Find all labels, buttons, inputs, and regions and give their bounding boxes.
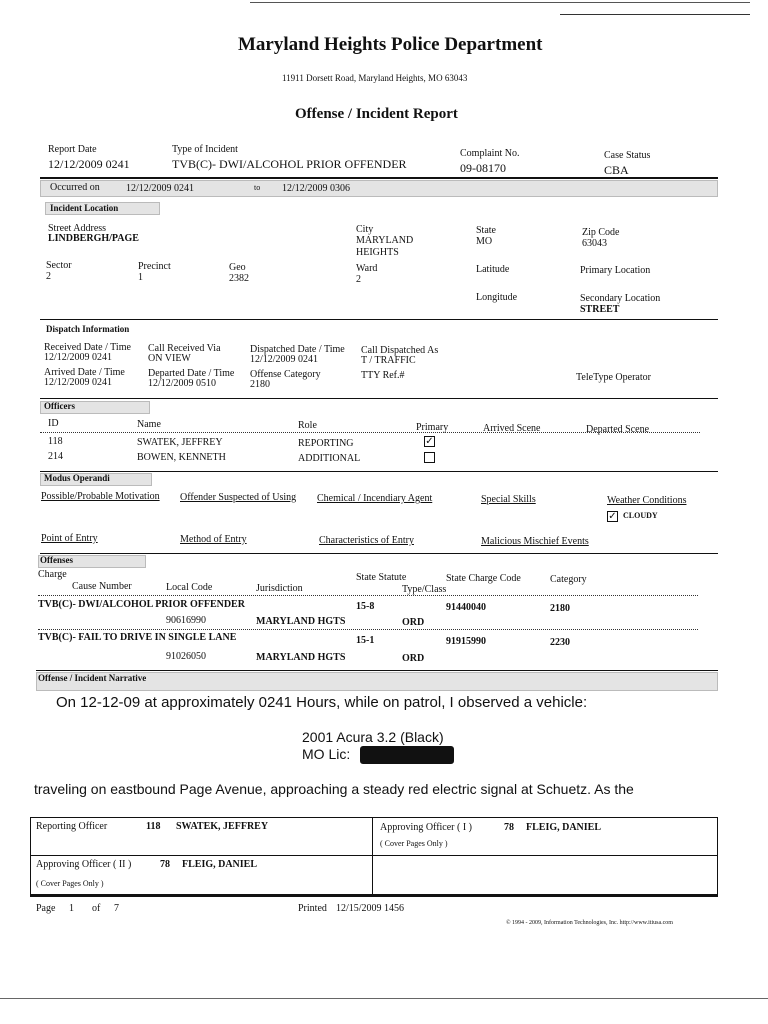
offense-state-code: 91440040 [446,602,486,613]
section-officers: Officers [44,401,75,411]
malicious-mischief-label: Malicious Mischief Events [481,536,589,547]
offense-jurisdiction: MARYLAND HGTS [256,616,346,627]
geo: 2382 [229,273,249,284]
divider [40,398,718,399]
motivation-label: Possible/Probable Motivation [41,491,160,502]
sector: 2 [46,271,51,282]
of-label: of [92,903,101,914]
state-charge-code-label: State Charge Code [446,573,521,584]
section-offenses: Offenses [40,555,73,565]
sector-label: Sector [46,260,72,271]
offense-category-label: Offense Category [250,369,321,380]
city-label: City [356,224,374,235]
signature-box [30,817,718,897]
narrative-line-1: On 12-12-09 at approximately 0241 Hours, while on patrol, I observed a vehicle: [56,694,588,711]
approving-officer-1-label: Approving Officer ( I ) [380,822,473,833]
departed-label: Departed Date / Time [148,368,235,379]
street-label: Street Address [48,223,107,234]
officers-col-arrived: Arrived Scene [483,423,541,434]
type-class-label: Type/Class [402,584,447,595]
signature-bottom-rule [30,894,718,896]
offense-local-code: 90616990 [166,615,206,626]
offense-charge: TVB(C)- FAIL TO DRIVE IN SINGLE LANE [38,632,237,643]
ward: 2 [356,274,361,285]
signature-divider [30,855,718,856]
call-via: ON VIEW [148,353,191,364]
offense-local-code: 91026050 [166,651,206,662]
occurred-to: 12/12/2009 0306 [282,183,351,194]
officer-name: SWATEK, JEFFREY [137,437,223,448]
officers-col-departed: Departed Scene [586,424,650,435]
scan-edge-line [560,14,750,15]
approving-officer-2-name: FLEIG, DANIEL [182,859,258,870]
offense-statute: 15-1 [356,635,375,646]
approving-officer-2-id: 78 [160,859,170,870]
state-label: State [476,225,496,236]
offense-type-class: ORD [402,617,425,628]
offender-suspected-label: Offender Suspected of Using [180,492,297,503]
officer-id: 118 [48,436,63,447]
section-incident-location: Incident Location [50,203,119,213]
officer-id: 214 [48,451,63,462]
offense-category: 2180 [250,379,270,390]
complaint-label: Complaint No. [460,148,520,159]
report-date: 12/12/2009 0241 [48,157,130,171]
cover-pages-note: ( Cover Pages Only ) [380,839,448,848]
jurisdiction-label: Jurisdiction [256,583,303,594]
dispatched-as-label: Call Dispatched As [361,345,439,356]
precinct-label: Precinct [138,261,171,272]
arrived-datetime: 12/12/2009 0241 [44,377,113,388]
scan-edge-line [250,2,750,3]
weather-value: CLOUDY [623,511,658,520]
copyright-notice: © 1994 - 2009, Information Technologies, Inc. http://www.itiusa.com [506,920,673,926]
narrative-line-2: traveling on eastbound Page Avenue, approaching a steady red electric signal at Schuetz. As the [34,781,634,797]
offense-state-code: 91915990 [446,636,486,647]
approving-officer-1-name: FLEIG, DANIEL [526,822,602,833]
call-via-label: Call Received Via [148,343,221,354]
departed-datetime: 12/12/2009 0510 [148,378,217,389]
reporting-officer-name: SWATEK, JEFFREY [176,821,269,832]
divider [40,553,718,554]
header-rule [40,432,700,433]
approving-officer-2-label: Approving Officer ( II ) [36,859,132,870]
geo-label: Geo [229,262,246,273]
occurred-label: Occurred on [50,182,100,193]
incident-type: TVB(C)- DWI/ALCOHOL PRIOR OFFENDER [172,157,407,171]
charge-label: Charge [38,569,67,580]
offense-charge: TVB(C)- DWI/ALCOHOL PRIOR OFFENDER [38,599,245,610]
printed-label: Printed [298,903,327,914]
offense-type-class: ORD [402,653,425,664]
received-datetime: 12/12/2009 0241 [44,352,113,363]
primary-location-label: Primary Location [580,265,651,276]
officers-col-primary: Primary [416,422,449,433]
offense-category: 2230 [550,637,570,648]
city-line-1: MARYLAND [356,235,414,246]
received-label: Received Date / Time [44,342,131,353]
offense-category: 2180 [550,603,570,614]
arrived-label: Arrived Date / Time [44,367,125,378]
local-code-label: Local Code [166,582,213,593]
zip-code: 63043 [582,238,607,249]
divider [40,177,718,179]
page-label: Page [36,903,56,914]
secondary-location: STREET [580,304,620,315]
secondary-location-label: Secondary Location [580,293,661,304]
report-date-label: Report Date [48,144,97,155]
point-of-entry-label: Point of Entry [41,533,98,544]
section-dispatch: Dispatch Information [46,324,130,334]
reporting-officer-label: Reporting Officer [36,821,108,832]
offense-jurisdiction: MARYLAND HGTS [256,652,346,663]
city-line-2: HEIGHTS [356,247,399,258]
offense-statute: 15-8 [356,601,375,612]
narrative-mo-lic: MO Lic: [302,746,351,762]
weather-conditions-label: Weather Conditions [607,495,687,506]
signature-divider [372,817,373,897]
officers-col-name: Name [137,419,161,430]
report-title: Offense / Incident Report [295,106,458,122]
divider [36,670,718,671]
section-narrative: Offense / Incident Narrative [38,673,147,683]
teletype-operator-label: TeleType Operator [576,372,651,383]
tty-ref-label: TTY Ref.# [361,370,405,381]
cause-number-label: Cause Number [72,581,132,592]
redaction-block [360,746,454,764]
primary-checkbox[interactable]: ✓ [425,436,434,447]
reporting-officer-id: 118 [146,821,161,832]
header-rule [38,595,698,596]
cover-pages-note: ( Cover Pages Only ) [36,879,104,888]
officer-role: ADDITIONAL [298,453,361,464]
state-statute-label: State Statute [356,572,407,583]
officer-role: REPORTING [298,438,354,449]
longitude-label: Longitude [476,292,518,303]
zip-label: Zip Code [582,227,620,238]
complaint-number: 09-08170 [460,161,506,175]
department-title: Maryland Heights Police Department [238,34,543,55]
latitude-label: Latitude [476,264,510,275]
department-address: 11911 Dorsett Road, Maryland Heights, MO 63043 [282,73,468,83]
occurred-from: 12/12/2009 0241 [126,183,195,194]
page-total: 7 [114,903,119,914]
divider [40,471,718,472]
narrative-vehicle: 2001 Acura 3.2 (Black) [302,729,444,745]
category-label: Category [550,574,587,585]
section-modus-operandi: Modus Operandi [44,473,110,483]
dispatched-as: T / TRAFFIC [361,355,416,366]
dispatched-datetime: 12/12/2009 0241 [250,354,319,365]
page-number: 1 [69,903,74,914]
special-skills-label: Special Skills [481,494,536,505]
incident-type-label: Type of Incident [172,144,238,155]
divider [40,319,718,320]
case-status: CBA [604,163,629,177]
street-address: LINDBERGH/PAGE [48,233,139,244]
occurred-to-label: to [254,183,261,192]
printed-datetime: 12/15/2009 1456 [336,903,405,914]
precinct: 1 [138,272,143,283]
dispatched-label: Dispatched Date / Time [250,344,345,355]
officers-col-role: Role [298,420,317,431]
method-of-entry-label: Method of Entry [180,534,247,545]
officer-name: BOWEN, KENNETH [137,452,226,463]
row-rule [38,629,698,630]
scan-edge-line [0,998,768,999]
weather-checkbox[interactable]: ✓ [608,511,617,522]
ward-label: Ward [356,263,378,274]
approving-officer-1-id: 78 [504,822,514,833]
state: MO [476,236,493,247]
chemical-agent-label: Chemical / Incendiary Agent [317,493,433,504]
characteristics-of-entry-label: Characteristics of Entry [319,535,414,546]
case-status-label: Case Status [604,150,651,161]
primary-checkbox[interactable] [424,452,435,463]
officers-col-id: ID [48,418,59,429]
